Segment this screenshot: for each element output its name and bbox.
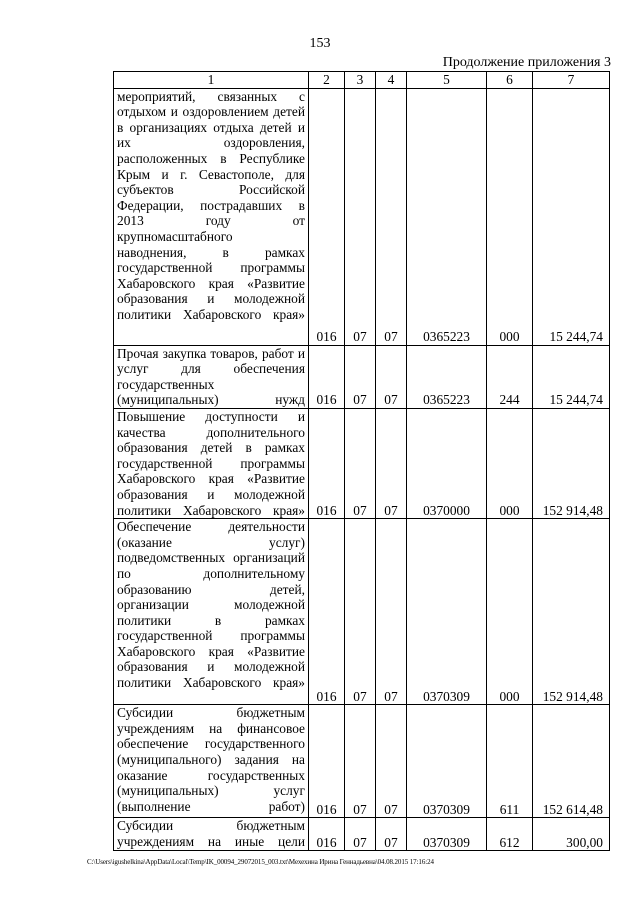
header-cell: 2 xyxy=(309,72,345,89)
cell-target-code: 0370309 xyxy=(407,818,487,851)
cell-expense-type: 611 xyxy=(487,705,533,818)
cell-subsection: 07 xyxy=(376,705,407,818)
page-number: 153 xyxy=(309,36,331,51)
table-row xyxy=(114,705,610,818)
cell-section: 07 xyxy=(345,88,376,345)
row-name: Повышение доступности и качества дополнительного образования детей в рамках государственной программы Хабаровского края «Развитие образования и молодежной политики Хабаровского края» xyxy=(114,408,309,518)
cell-section: 07 xyxy=(345,519,376,705)
cell-amount: 15 244,74 xyxy=(533,345,610,408)
cell-amount: 15 244,74 xyxy=(533,88,610,345)
cell-target-code: 0370000 xyxy=(407,408,487,518)
cell-ministry: 016 xyxy=(309,345,345,408)
cell-ministry: 016 xyxy=(309,408,345,518)
header-cell: 3 xyxy=(345,72,376,89)
cell-subsection: 07 xyxy=(376,345,407,408)
cell-subsection: 07 xyxy=(376,88,407,345)
table-row xyxy=(114,408,610,518)
row-name: Обеспечение деятельности (оказание услуг) подведомственных организаций по дополнительному образованию детей, организации молодежной политики в рамках государственной программы Хабаровского края «Развитие образования и молодежной политики Хабаровского края» xyxy=(114,519,309,705)
table-row xyxy=(114,345,610,408)
cell-expense-type: 000 xyxy=(487,519,533,705)
cell-section: 07 xyxy=(345,818,376,851)
header-cell: 1 xyxy=(114,72,309,89)
cell-target-code: 0365223 xyxy=(407,345,487,408)
cell-subsection: 07 xyxy=(376,818,407,851)
cell-expense-type: 244 xyxy=(487,345,533,408)
cell-amount: 152 914,48 xyxy=(533,408,610,518)
cell-ministry: 016 xyxy=(309,818,345,851)
table-row xyxy=(114,818,610,851)
cell-section: 07 xyxy=(345,408,376,518)
header-cell: 4 xyxy=(376,72,407,89)
cell-ministry: 016 xyxy=(309,705,345,818)
cell-amount: 152 614,48 xyxy=(533,705,610,818)
cell-ministry: 016 xyxy=(309,519,345,705)
cell-target-code: 0370309 xyxy=(407,705,487,818)
row-name: Прочая закупка товаров, работ и услуг для обеспечения государственных (муниципальных) нужд xyxy=(114,345,309,408)
continuation-caption: Продолжение приложения 3 xyxy=(442,55,611,70)
cell-subsection: 07 xyxy=(376,519,407,705)
cell-section: 07 xyxy=(345,705,376,818)
table-row xyxy=(114,519,610,705)
cell-expense-type: 612 xyxy=(487,818,533,851)
cell-expense-type: 000 xyxy=(487,408,533,518)
row-name: Субсидии бюджетным учреждениям на иные цели xyxy=(114,818,309,851)
cell-expense-type: 000 xyxy=(487,88,533,345)
row-name: мероприятий, связанных с отдыхом и оздоровлением детей в организациях отдыха детей и их оздоровления, расположенных в Республике Крым и г. Севастополе, для субъектов Российской Федерации, пострадавших в 2013 году от крупномасштабного наводнения, в рамках государственной программы Хабаровского края «Развитие образования и молодежной политики Хабаровского края» xyxy=(114,88,309,345)
header-cell: 6 xyxy=(487,72,533,89)
header-cell: 5 xyxy=(407,72,487,89)
cell-target-code: 0365223 xyxy=(407,88,487,345)
row-name: Субсидии бюджетным учреждениям на финансовое обеспечение государственного (муниципального) задания на оказание государственных (муниципальных) услуг (выполнение работ) xyxy=(114,705,309,818)
cell-amount: 152 914,48 xyxy=(533,519,610,705)
cell-ministry: 016 xyxy=(309,88,345,345)
header-cell: 7 xyxy=(533,72,610,89)
cell-amount: 300,00 xyxy=(533,818,610,851)
cell-target-code: 0370309 xyxy=(407,519,487,705)
file-path-footer: C:\Users\igushelkina\AppData\Local\Temp\IK_00094_29072015_003.txt\Мехехина Ирина Геннадьевна\04.08.2015 17:16:24 xyxy=(87,858,434,866)
budget-table xyxy=(113,71,610,851)
header-row xyxy=(114,72,610,89)
cell-section: 07 xyxy=(345,345,376,408)
table-row xyxy=(114,88,610,345)
cell-subsection: 07 xyxy=(376,408,407,518)
